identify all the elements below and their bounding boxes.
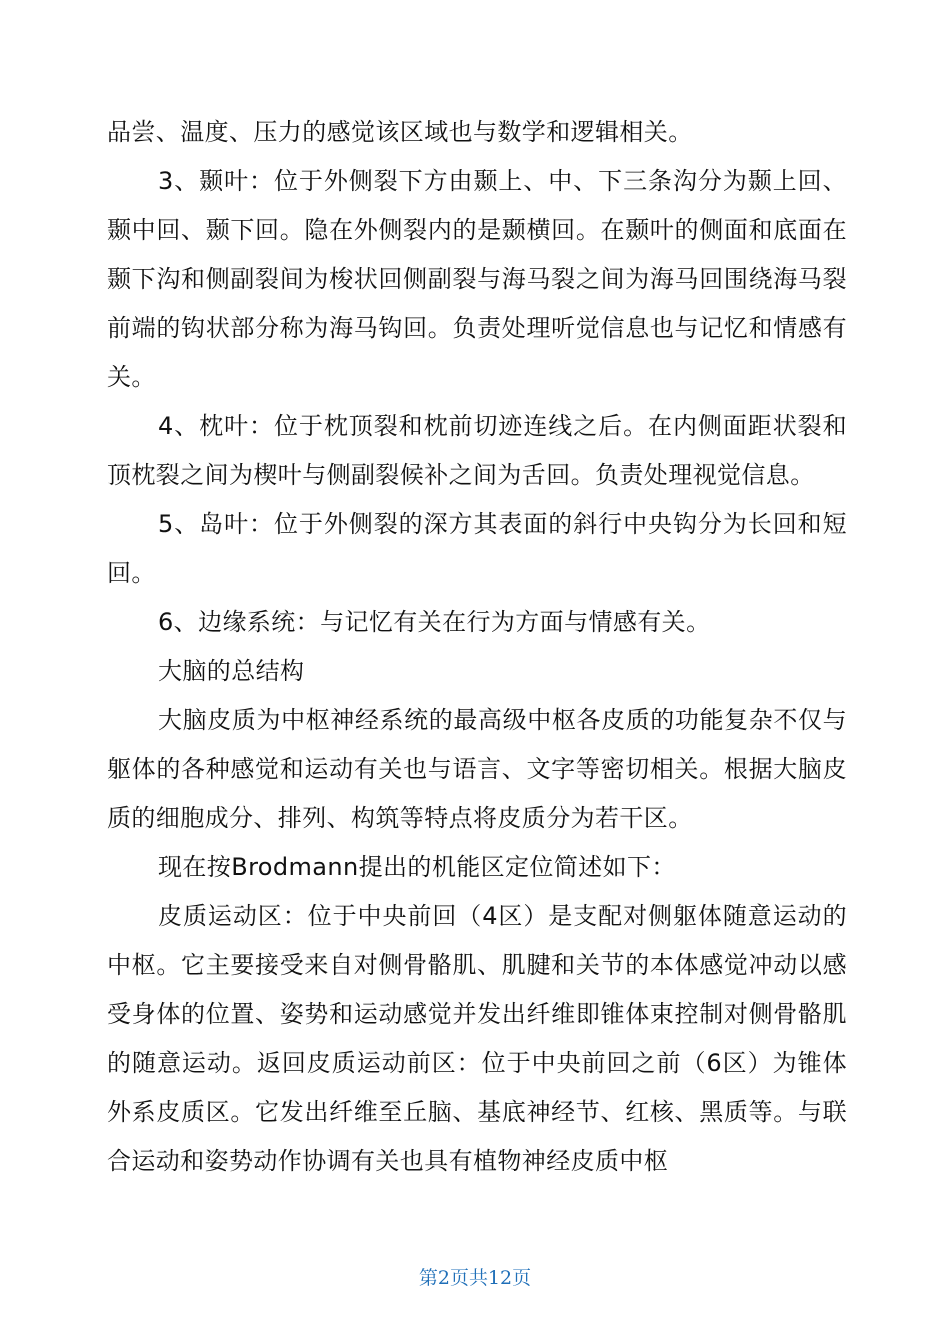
- paragraph-limbic-system: 6、边缘系统：与记忆有关在行为方面与情感有关。: [158, 608, 711, 636]
- page-number-footer: 第2页共12页: [418, 1267, 532, 1289]
- paragraph-brodmann-intro: 现在按Brodmann提出的机能区定位简述如下：: [158, 853, 676, 881]
- section-heading: 大脑的总结构: [158, 657, 305, 685]
- paragraph-motor-cortex: 皮质运动区：位于中央前回（4区）是支配对侧躯体随意运动的中枢。它主要接受来自对侧骨骼肌、肌腱和关节的本体感觉冲动以感受身体的位置、姿势和运动感觉并发出纤维即锥体束控制对侧骨骼肌的随意运动。返回皮质运动前区：位于中央前回之前（6区）为锥体外系皮质区。它发出纤维至丘脑、基底神经节、红核、黑质等。与联合运动和姿势动作协调有关也具有植物神经皮质中枢: [107, 902, 847, 1175]
- document-body: [107, 108, 847, 1186]
- paragraph-cortex-overview: 大脑皮质为中枢神经系统的最高级中枢各皮质的功能复杂不仅与躯体的各种感觉和运动有关也与语言、文字等密切相关。根据大脑皮质的细胞成分、排列、构筑等特点将皮质分为若干区。: [107, 706, 847, 832]
- paragraph-occipital-lobe: 4、枕叶：位于枕顶裂和枕前切迹连线之后。在内侧面距状裂和顶枕裂之间为楔叶与侧副裂候补之间为舌回。负责处理视觉信息。: [107, 412, 847, 489]
- paragraph-insula: 5、岛叶：位于外侧裂的深方其表面的斜行中央钩分为长回和短回。: [107, 510, 847, 587]
- paragraph-temporal-lobe: 3、颞叶：位于外侧裂下方由颞上、中、下三条沟分为颞上回、颞中回、颞下回。隐在外侧裂内的是颞横回。在颞叶的侧面和底面在颞下沟和侧副裂间为梭状回侧副裂与海马裂之间为海马回围绕海马裂前端的钩状部分称为海马钩回。负责处理听觉信息也与记忆和情感有关。: [107, 167, 847, 391]
- paragraph-continuation: 品尝、温度、压力的感觉该区域也与数学和逻辑相关。: [107, 118, 693, 146]
